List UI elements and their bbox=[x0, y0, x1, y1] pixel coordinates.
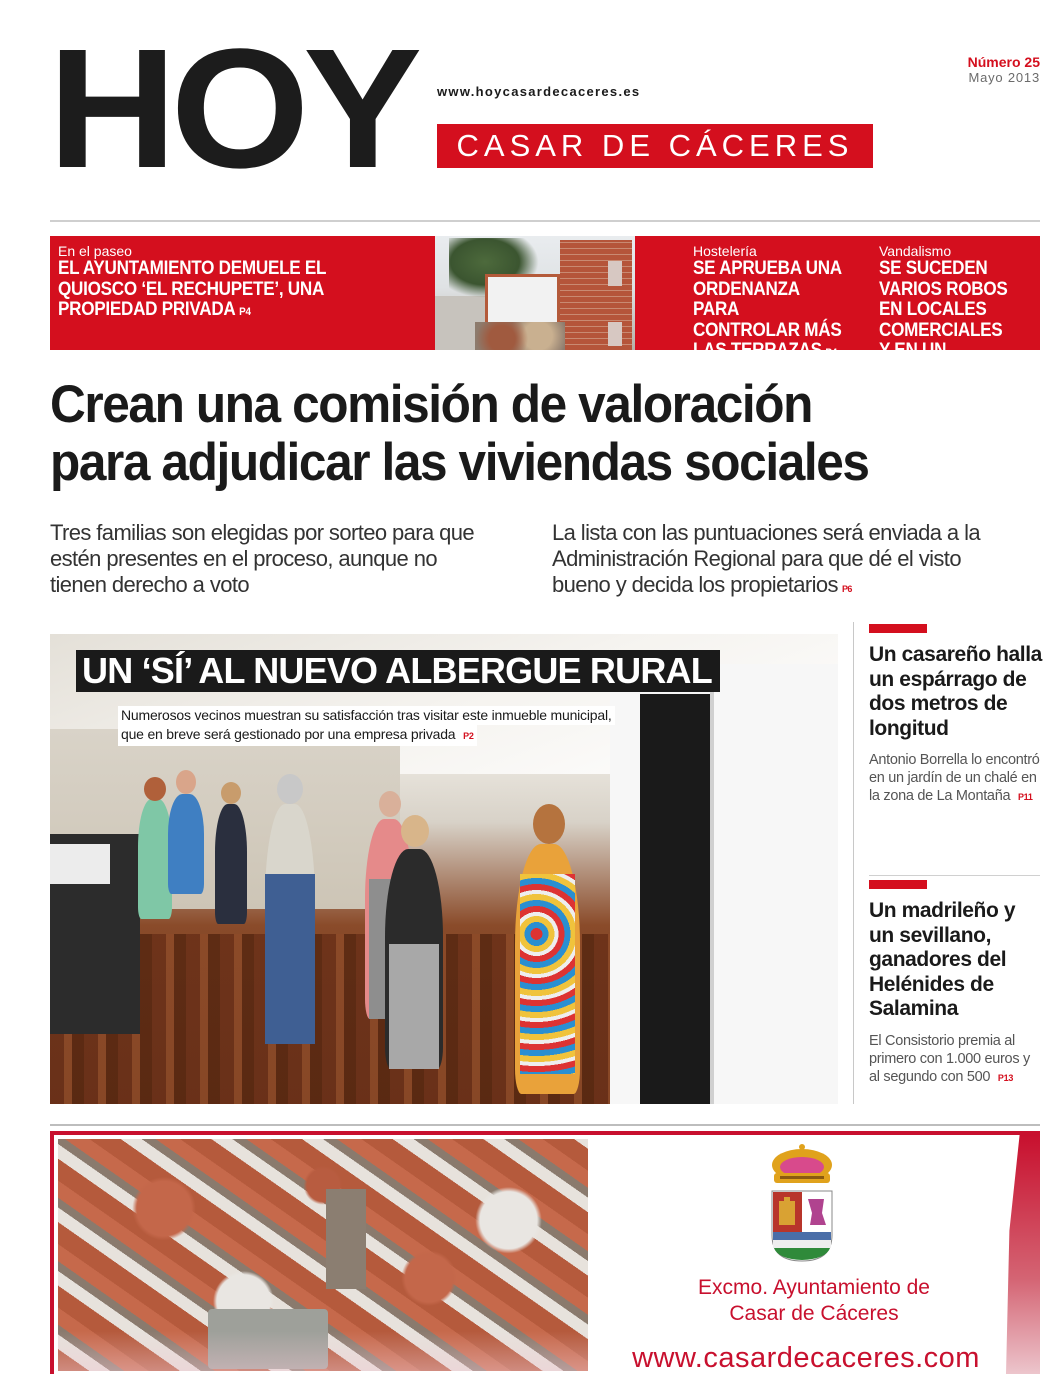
brief-tag bbox=[869, 880, 927, 889]
page-ref: P4 bbox=[825, 347, 837, 359]
page-ref: P6 bbox=[841, 584, 852, 594]
brief-helenides[interactable] bbox=[869, 880, 1044, 1087]
teaser-kicker: En el paseo bbox=[58, 243, 132, 259]
page-ref: P10 bbox=[959, 367, 977, 380]
sidebar-divider bbox=[853, 622, 854, 1104]
edition-banner: CASAR DE CÁCERES bbox=[437, 124, 873, 168]
brief-divider bbox=[869, 875, 1040, 876]
page-ref: P11 bbox=[1017, 792, 1033, 802]
coat-of-arms-icon bbox=[764, 1143, 840, 1263]
ayuntamiento-advertisement[interactable] bbox=[50, 1131, 1040, 1374]
masthead-divider bbox=[50, 220, 1040, 222]
brief-body: El Consistorio premia al primero con 1.000 euros y al segundo con 500 P13 bbox=[869, 1032, 1030, 1085]
page-ref: P2 bbox=[463, 731, 474, 741]
issue-number: Número 25 bbox=[967, 54, 1040, 70]
brief-title: Un casareño halla un espárrago de dos metros de longitud bbox=[869, 643, 1042, 740]
teaser-kicker: Vandalismo bbox=[879, 243, 952, 259]
deck-right: La lista con las puntuaciones será enviada a la Administración Regional para que dé el visto bueno y decida los propietarios P6 bbox=[552, 520, 980, 597]
brief-asparagus[interactable] bbox=[869, 624, 1044, 806]
teaser-strip bbox=[50, 236, 1040, 382]
teaser-title: SE SUCEDEN VARIOS ROBOS EN LOCALES COMERCIALES Y EN UN TURISMO P10 bbox=[879, 258, 1008, 382]
issue-date: Mayo 2013 bbox=[968, 70, 1040, 85]
teaser-title: SE APRUEBA UNA ORDENANZA PARA CONTROLAR MÁS LAS TERRAZAS P4 bbox=[693, 258, 842, 361]
teaser-robberies[interactable] bbox=[871, 236, 1040, 382]
page-ref: P4 bbox=[239, 306, 251, 318]
photo-story-caption: Numerosos vecinos muestran su satisfacción tras visitar este inmueble municipal, que en breve será gestionado por una empresa privada P2 bbox=[118, 706, 615, 746]
teaser-title: EL AYUNTAMIENTO DEMUELE EL QUIOSCO ‘EL RECHUPETE’, UNA PROPIEDAD PRIVADA P4 bbox=[58, 258, 326, 320]
photo-story-title: UN ‘SÍ’ AL NUEVO ALBERGUE RURAL bbox=[76, 650, 720, 692]
ad-url-link[interactable]: www.casardecaceres.com bbox=[632, 1342, 980, 1374]
teaser-kicker: Hostelería bbox=[693, 243, 757, 259]
teaser-photo-demolished-kiosk bbox=[435, 236, 635, 350]
brief-tag bbox=[869, 624, 927, 633]
teaser-kiosk[interactable] bbox=[50, 236, 435, 350]
brief-title: Un madrileño y un sevillano, ganadores del Helénides de Salamina bbox=[869, 899, 1016, 1020]
ad-divider bbox=[50, 1124, 1040, 1126]
page-ref: P13 bbox=[997, 1072, 1014, 1083]
ad-decorative-band bbox=[1006, 1135, 1040, 1374]
hoy-logo: HOY bbox=[48, 14, 416, 204]
website-url[interactable]: www.hoycasardecaceres.es bbox=[437, 84, 641, 99]
brief-body: Antonio Borrella lo encontró en un jardín de un chalé en la zona de La Montaña P11 bbox=[869, 752, 1040, 804]
deck-left: Tres familias son elegidas por sorteo para que estén presentes en el proceso, aunque no tienen derecho a voto bbox=[50, 520, 475, 597]
ad-text: Excmo. Ayuntamiento de Casar de Cáceres bbox=[698, 1276, 930, 1325]
teaser-terraces[interactable] bbox=[635, 236, 871, 361]
photo-story-albergue[interactable] bbox=[50, 634, 838, 1104]
main-headline[interactable]: Crean una comisión de valoración para adjudicar las viviendas sociales bbox=[50, 375, 869, 492]
issue-info bbox=[968, 54, 1040, 86]
aerial-town-photo bbox=[58, 1139, 588, 1371]
